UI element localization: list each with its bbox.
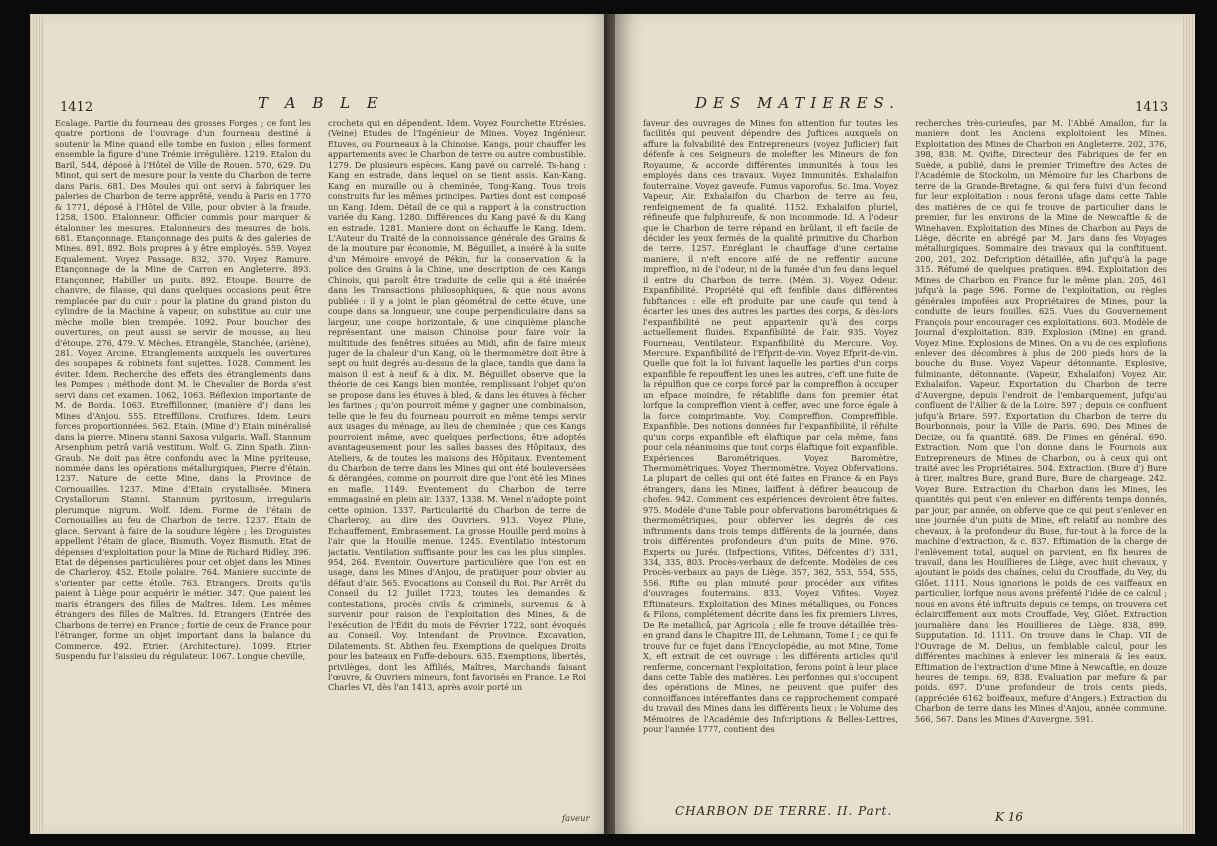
right-column-2-text: recherches très-curieufes, par M. l'Abbé Amailon, fur la maniere dont les Anciens exploitoient les Mines. Exploitation des Mines de Charbon en Angleterre. 202, 376, 398, 838. M. Qvifte, Directeur des Fabriques de fer en Suède, a publié, dans le premier Trimeftre des Actes de l'Académie de Stockolm, un Mémoire fur les Charbons de terre de la Grande-Bretagne, & qui fera fuivi d'un fecond fur leur exploitation : nous ferons ufage dans cette Table des matières de ce qui fe trouve de particulier dans le premier, fur les environs de la Mine de Newcaftle & de Winehaven. Exploitation des Mines de Charbon au Pays de Liège, décrite en abrégé par M. Jars dans fes Voyages métallurgiques. Sommaire des travaux qui la conftituent. 200, 201, 202. Defcription détaillée, afin juf'qu'à la page 315. Réfumé de quelques pratiques. 894. Exploitation des Mines de Charbon en France fur le même plan. 205, 461 jufqu'à la page 596. Forme de l'exploitation, ou règles générales impofées aux Propriétaires de Mines, pour la conduite de leurs fouilles. 625. Vues du Gouvernement François pour encourager ces exploitations. 603. Modèle de Journal d'exploitation. 839. Explosion (Mine) en grand. Voyez Mine. Explosions de Mines. On a vu de ces explofions enlever des décombres à plus de 200 pieds hors de la bouche du Buse. Voyez Vapeur détonnante. Explosive, fulminante, détonnante. (Vapeur, Exhalaifon) Voyez Air. Exhalaifon. Vapeur. Exportation du Charbon de terre d'Auvergne, depuis l'endroit de l'embarquement, jufqu'au confluent de l'Allier & de la Loire. 597 ; depuis ce confluent jufqu'à Briare. 597. Exportation du Charbon de terre du Bourbonnois, pour la Ville de Paris. 690. Des Mines de Decize, ou fa quantité. 689. De Fimes en général. 690. Extraction. Nom que l'on donne dans le Fournois aux Entrepreneurs de Mines de Charbon, ou à ceux qui ont traité avec les Propriétaires. 504. Extraction. (Bure d') Bure à tirer, maîtres Bure, grand Bure, Bure de chargeage. 242. Voyez Bure. Extraction du Charbon dans les Mines, les quantités qui peut s'en enlever en différents temps donnés, par jour, par année, on obferve que ce qui peut s'enlever en une journée d'un puits de Mine, eft relatif au nombre des chevaux, à la profondeur du Buse, fur-tout à la force de la machine d'extraction, & c. 837. Eftimation de la charge de l'enlèvement total, auquel on parvient, en fix heures de travail, dans les Houillieres de Liège, avec huit chevaux, y ajoutant le poids des chaînes, celui du Crouffade, du Vey, du Glôet. 1111. Nous ignorions le poids de ces vaiffeaux en particulier, lorfque nous avons préfenté l'idée de ce calcul ; nous en avons été inftruits depuis ce temps, on trouvera cet éclairciffement aux mots Crouffade, Vey, Glôet. Extraction journalière dans les Houillieres de Liège. 838, 899. Supputation. Id. 1111. On trouve dans le Chap. VII de l'Ouvrage de M. Delius, un femblable calcul, pour les différentes machines à enlever les minerais & les eaux. Eftimation de l'extraction d'une Mine à Newcaftle, en douze heures de temps. 69, 838. Evaluation par mefure & par poids. 697. D'une profondeur de trois cents pieds, (appréciée 6162 boiffeaux, mefure d'Angers.) Extraction du Charbon de terre dans les Mines d'Anjou, année commune. 566, 567. Dans les Mines d'Auvergne. 591. xyxy=(915,118,1167,724)
right-column-2 xyxy=(915,118,1167,808)
footer-title: CHARBON DE TERRE. II. Part. xyxy=(675,804,893,818)
left-column-1 xyxy=(55,118,311,808)
left-column-1-text: Ecalage. Partie du fourneau des grosses Forges ; ce font les quatre portions de l'ouvrage d'un fourneau destiné à soutenir la Mine quand elle tombe en fusion ; elles forment ensemble la figure d'une Trémie irrégulière. 1219. Etalon du Baril, 544, déposé à l'Hôtel de Ville de Rouen. 570, 629. Du Minot, qui sert de mesure pour la vente du Charbon de terre dans Paris. 681. Des Moules qui ont servi à fabriquer les paleries de Charbon de terre apprêté, vendu à Paris en 1770 & 1771, déposé à l'Hôtel de Ville, pour obvier à la fraude. 1258, 1500. Etalonneur. Officier commis pour marquer & étalonner les mesures. Etalonneurs des mesures de bois. 681. Etançonnage. Etançonnage des puits & des galeries de Mines. 891, 892. Bois propres à y être employés. 559. Voyez Equalement. Voyez Passage. 832, 370. Voyez Ramure. Etançonnage de la Mine de Carron en Angleterre. 893. Etançonner, Habiller un puits. 892. Etoupe. Bourre de chanvre, de filasse, qui dans quelques occasions peut être remplacée par du cuir : pour la platine du grand piston du cylindre de la Machine à vapeur, on substitue au cuir une mèche molle bien trempée. 1092. Pour boucher des ouvertures, on peut aussi se servir de mousse, au lieu d'étoupe. 276, 479. V. Mèches. Etrangèle, Stanchée, (ariène), 281. Voyez Arcine. Etranglements auxquels les ouvertures des soupapes & robinets font sujettes. 1028. Comment les éviter. Idem. Recherche des effets des étranglements dans les Pompes : méthode dont M. le Chevalier de Borda s'est servi dans cet examen. 1062, 1063. Réflexion importante de M. de Borda. 1063. Etreffillonner, (manière d') dans les Mines d'Anjou. 555. Etreffillons. Croifures. Idem. Leurs forces proportionnées. 562. Etain. (Mine d') Etain minéralisé dans la pierre. Minera stanni Saxosa vulgaris. Wall. Stannum Arsenphum petrâ variâ vestitum. Wolf. G. Zinn Spath. Zinn-Graub. Ne doit pas être confondu avec la Mine pyriteuse, nommée dans les opérations métallurgiques, Pierre d'étain. 1237. Nature de cette Mine, dans la Province de Cornouailles. 1237. Mine d'Etain crystallisée. Minera Crystallorum Stanni. Stannum pyritosum, irregularis plerumque nigrum. Wolf. Idem. Forme de l'étain de Cornouailles au feu de Charbon de terre. 1237. Etain de glace. Servant à faire de la soudure légère ; les Droguistes appellent l'étain de glace, Bismuth. Voyez Bismuth. Etat de dépenses d'exploitation pour la Mine de Richard Ridley. 396. Etat de dépenses particulières pour cet objet dans les Mines de Charleroy. 452. Etoile polaire. 764. Maniere succinte de s'orienter par cette étoile. 763. Etrangers. Droits qu'ils paient à Liège pour acquérir le métier. 347. Que paient les maris étrangers des filles de Maîtres. Idem. Les mêmes étrangers des filles de Maîtres. Id. Etrangers (Entrée des Charbons de terre) en France ; fortie de ceux de France pour l'étranger, forme un objet important dans la balance du Commerce. 492. Etrier. (Architecture). 1099. Etrier Suspendu fur l'aissieu du régulateur. 1067. Longue cheville, xyxy=(55,118,311,662)
left-catchword: faveur xyxy=(562,814,590,824)
signature-mark: K 16 xyxy=(995,810,1024,824)
right-running-head: DES MATIERES. xyxy=(695,94,901,112)
right-column-1 xyxy=(643,118,898,808)
left-column-2-text: crochets qui en dépendent. Idem. Voyez Fourchette Etrésies. (Veine) Etudes de l'Ingénieur de Mines. Voyez Ingénieur. Etuves, ou Fourneaux à la Chinoise. Kangs, pour chauffer les appartements avec le Charbon de terre ou autre combustible. 1279. De plusieurs espèces. Kang pavé ou carrelé. Ts-hang : Kang en estrade, dans lequel on se tient assis. Kan-Kang. Kang en muraille ou à cheminée, Tong-Kang. Tous trois construits fur les mêmes principes. Parties dont est composé un Kang. Idem. Détail de ce qui a rapport à la construction variée du Kang. 1280. Différences du Kang pavé & du Kang en estrade. 1281. Maniere dont on échauffe le Kang. Idem. L'Auteur du Traité de la connoissance générale des Grains & de la mouture par économie, M. Béguillet, a inséré à la suite d'un Mémoire envoyé de Pékin, fur la conservation & la police des Grains à la Chine, une description de ces Kangs Chinois, qui paroît être traduite de celle qui a été insérée dans les Transactions philosophiques, & que nous avons publiée : il y a joint le plan géométral de cette étuve, une coupe dans sa longueur, une coupe perpendiculaire dans sa largeur, une coupe horizontale, & une cinquième planche représentant une maison Chinoise pour faire voir la multitude des fenêtres situées au Midi, afin de faire mieux juger de la chaleur d'un Kang, où le thermomètre doit être à sept ou huit degrés au-dessus de la glace, tandis que dans la maison il est à neuf & à dix. M. Béguillet observe que la théorie de ces Kangs bien montée, remplissant l'objet qu'on se propose dans les étuves à bled, & dans les étuves à fécher les farines ; qu'on pourroit même y gagner une combinaison, telle que le feu du fourneau pourroit en même temps servir aux usages du ménage, au lieu de cheminée ; que ces Kangs pourroient même, avec quelques perfections, être adoptés avantageusement pour les salles basses des Hôpitaux, des Ateliers, & de toutes les maisons des Hôpitaux. Eventement du Charbon de terre dans les Mines qui ont été bouleversées & dérangées, comme on pourroit dire que l'ont été les Mines en mafle. 1149. Eventement du Charbon de terre emmagasiné en plein air. 1337, 1338. M. Venel n'adopte point cette opinion. 1337. Particularité du Charbon de terre de Charleroy, au dire des Ouvriers. 913. Voyez Pluie, Echauffement, Embrasement. La grosse Houille perd moins à l'air que la Houille menue. 1245. Eventilatio intestorum jactatis. Ventilation suffisante pour les cas les plus simples. 954, 264. Eventoir. Ouverture particulière que l'on est en usage, dans les Mines d'Anjou, de pratiquer pour obvier au défaut d'air. 565. Evocations au Conseil du Roi. Par Arrêt du Conseil du 12 Juillet 1723, toutes les demandes & contestations, procès civils & criminels, survenus & à survenir pour raison de l'exploitation des Mines, & de l'exécution de l'Édit du mois de Février 1722, sont évoqués au Conseil. Voy. Intendant de Province. Excavation, Dilatements. St. Abthen feu. Exemptions de quelques Droits pour les bateaux en Fuffe-debours. 635. Exemptions, libertés, privilèges, dont les Affiliés, Maîtres, Marchands faisant l'œuvre, & Ouvriers mineurs, font favorisés en France. Le Roi Charles VI, dès l'an 1413, après avoir porté un xyxy=(328,118,586,693)
left-running-head: T A B L E xyxy=(258,94,384,112)
left-page xyxy=(30,14,613,834)
left-column-2 xyxy=(328,118,586,808)
left-page-number: 1412 xyxy=(60,100,94,115)
right-page xyxy=(615,14,1195,834)
right-page-number: 1413 xyxy=(1135,100,1169,115)
right-column-1-text: faveur des ouvrages de Mines fon attention fur toutes les facilités qui peuvent dépendre des Juftices auxquels on affure la folvabilité des Entrepreneurs (voyez Juflicier) fait défenfe à ces Seigneurs de molefter les Mineurs de fon Royaume, & accorde différentes immunités à tous les employés dans ces travaux. Voyez Immunités. Exhalaifon fouterraine. Voyez gaveufe. Fumus vaporofus. Sc. Ima. Voyez Vapeur, Air. Exhalaifon du Charbon de terre au feu, renfeignement de fa qualité. 1152. Exhalaifon pluriel, réfineufe que fulphureufe, & non incommode. Id. A l'odeur que le Charbon de terre répand en brûlant, il eft facile de décider les yeux fermés de la qualité primitive du Charbon de terre. 1257. Enréglant le chauffage d'une certaine maniere, il n'eft encore aifé de ne reffentir aucune impreffion, ni de l'odeur, ni de la fumée d'un feu dans lequel il entre du Charbon de terre. (Mém. 3). Voyez Odeur. Expanfibilité. Propriété qui eft fenfible dans différentes fubftances : elle eft produite par une caufe qui tend à écarter les unes des autres les parties des corps, & dès-lors l'expanfibilité ne peut appartenir qu'à des corps actuellement fluides. Expanfibilité de l'air. 935. Voyez Fourneau, Ventilateur. Expanfibilité du Mercure. Voy. Mercure. Expanfibilité de l'Efprit-de-vin. Voyez Efprit-de-vin. Quelle que foit la loi fuivant laquelle les parties d'un corps expanfible fe repouffent les unes les autres, c'eft une fuite de la répulfion que ce corps forcé par la compreffion à occuper un efpace moindre, fe rétablifle dans fon premier état lorfque la compreffion vient à ceffer, avec une force égale à la force comprimante. Voy. Compreffion. Compreffible. Expanfible. Des notions données fur l'expanfibilité, il réfulte qu'un corps expanfible eft élaftique par cela même, fans pour cela néanmoins que tout corps élaftique foit expanfible. Expériences Barométriques. Voyez Baromètre, Thermomètriques. Voyez Thermomètre. Voyez Obfervations. La plupart de celles qui ont été faites en France & en Pays étrangers, dans les Mines, laiffent à défirer beaucoup de chofes. 942. Comment ces expériences devroient être faites. 975. Modèle d'une Table pour obfervations barométriques & thermométriques, pour obferver les degrés de ces inftruments dans trois temps différents de la journée, dans trois différentes profondeurs d'un puits de Mine. 976. Experts ou Jurés. (Infpections, Vifites, Défcentes d') 331, 334, 335, 803. Procès-verbaux de defcente. Modèles de ces Procès-verbaux au pays de Liège. 357, 362, 553, 554, 555, 556. Rifte ou plan minuté pour procéder aux vifites d'ouvrages fouterrains. 833. Voyez Vifites. Voyez Eftimateurs. Exploitation des Mines métalliques, ou Fonces & Filons, complétement décrite dans les fix premiers Livres, De Re metallicâ, par Agricola ; elle fe trouve détaillée très-en grand dans le Chapitre III, de Lehmann, Tome I ; ce qui fe trouve fur ce fujet dans l'Encyclopédie, au mot Mine, Tome X, eft extrait de cet ouvrage : les différents articles qu'il renferme, concernant l'exploitation, ferons point à leur place dans cette Table des matières. Les perfonnes qui s'occupent des opérations de Mines, ne peuvent que puifer des connoiffances intéreffantes dans ce rapprochement comparé du travail des Mines dans les différents lieux : le Volume des Mémoires de l'Académie des Infcriptions & Belles-Lettres, pour l'année 1777, contient des xyxy=(643,118,898,735)
